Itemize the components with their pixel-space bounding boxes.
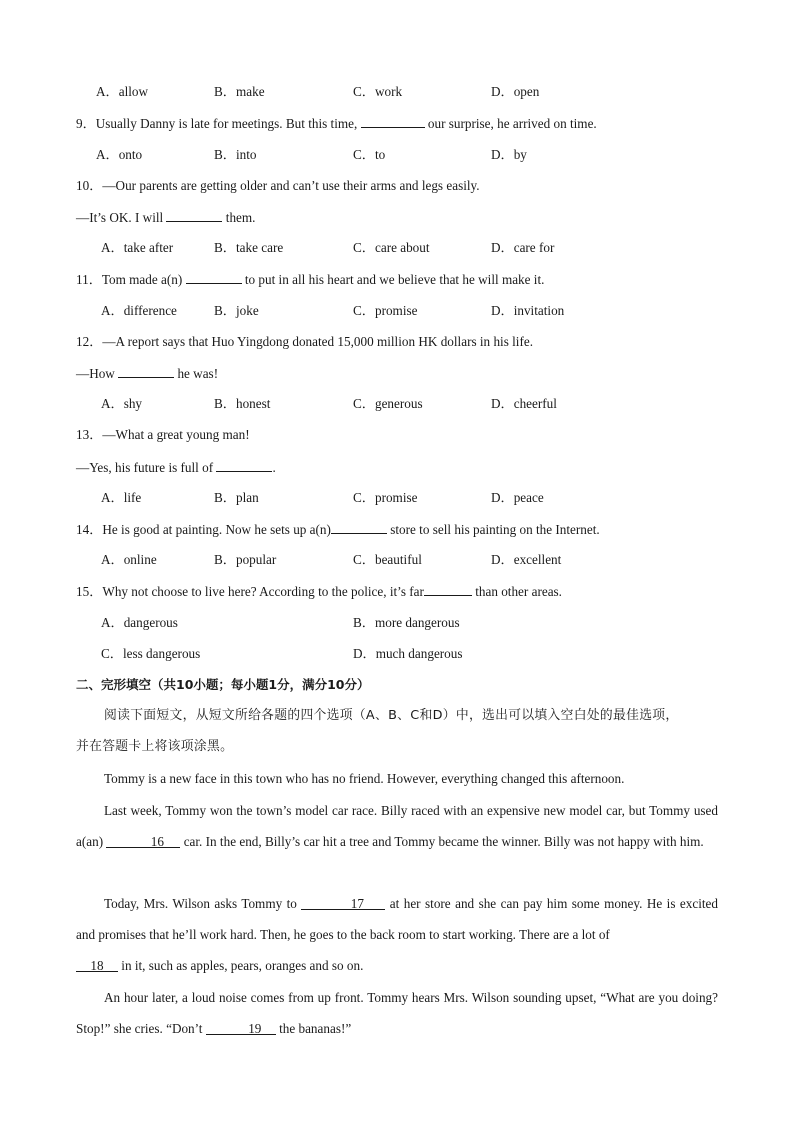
p3-text-a: Today, Mrs. Wilson asks Tommy to	[104, 896, 302, 911]
p2-text-b: car. In the end, Billy’s car hit a tree and Tommy became the winner. Billy was not happy with him.	[180, 834, 704, 849]
q11-stem-pre: 11．Tom made a(n)	[76, 272, 186, 287]
passage-paragraph-1: Tommy is a new face in this town who has no friend. However, everything changed this afternoon.	[104, 771, 625, 786]
q14-stem-pre: 14．He is good at painting. Now he sets up a(n)	[76, 522, 331, 537]
p2-text-a: Last week, Tommy won the town’s model car race. Billy raced with an expensive new model car, but Tommy used a(an)	[76, 803, 718, 849]
blank-16: 16	[106, 835, 180, 848]
q9-option-c: C．to	[353, 147, 386, 162]
q13-reply-post: .	[272, 460, 276, 475]
q13-reply-pre: —Yes, his future is full of	[76, 460, 217, 475]
q13-option-d: D．peace	[491, 490, 544, 505]
q12-option-b: B．honest	[214, 396, 271, 411]
passage-paragraph-2	[76, 795, 718, 857]
q15-blank	[424, 583, 472, 596]
q9-option-b: B．into	[214, 147, 257, 162]
q15-stem-pre: 15．Why not choose to live here? According to the police, it’s far	[76, 584, 424, 599]
question-11	[76, 271, 544, 288]
q10-reply	[76, 209, 255, 226]
q13-blank	[216, 459, 272, 472]
q14-stem-post: store to sell his painting on the Internet.	[386, 522, 600, 537]
q12-reply-post: he was!	[174, 366, 219, 381]
blank-18: 18	[76, 959, 118, 972]
q13-reply	[76, 459, 276, 476]
q10-blank	[166, 209, 222, 222]
q14-option-c: C．beautiful	[353, 552, 422, 567]
question-10: 10．—Our parents are getting older and can’t use their arms and legs easily.	[76, 178, 480, 193]
question-9	[76, 115, 597, 132]
q14-option-b: B．popular	[214, 552, 277, 567]
q8-option-b: B．make	[214, 84, 265, 99]
q11-blank	[186, 271, 242, 284]
q11-option-b: B．joke	[214, 303, 259, 318]
q11-option-a: A．difference	[101, 303, 177, 318]
q11-option-d: D．invitation	[491, 303, 565, 318]
q12-option-a: A．shy	[101, 396, 143, 411]
q12-reply-pre: —How	[76, 366, 119, 381]
question-14	[76, 521, 600, 538]
question-12: 12．—A report says that Huo Yingdong donated 15,000 million HK dollars in his life.	[76, 334, 534, 349]
q10-reply-post: them.	[222, 210, 256, 225]
q15-option-a: A．dangerous	[101, 615, 178, 630]
p3-text-c: in it, such as apples, pears, oranges and so on.	[118, 958, 364, 973]
q8-option-c: C．work	[353, 84, 403, 99]
p4-text-a: An hour later, a loud noise comes from up front. Tommy hears Mrs. Wilson sounding upset, “What are you doing? Stop!” she cries. “Don’t	[76, 990, 718, 1036]
q9-option-d: D．by	[491, 147, 527, 162]
section-instruction-line1: 阅读下面短文，从短文所给各题的四个选项（A、B、C和D）中，选出可以填入空白处的最佳选项，	[104, 708, 679, 723]
q10-option-d: D．care for	[491, 240, 555, 255]
q13-option-a: A．life	[101, 490, 142, 505]
q14-blank	[331, 521, 387, 534]
q8-option-a: A．allow	[96, 84, 149, 99]
passage-paragraph-3	[76, 888, 718, 981]
q14-option-d: D．excellent	[491, 552, 562, 567]
q15-stem-post: than other areas.	[471, 584, 562, 599]
blank-19: 19	[206, 1022, 276, 1035]
q15-option-b: B．more dangerous	[353, 615, 460, 630]
q10-option-a: A．take after	[101, 240, 174, 255]
q12-reply	[76, 365, 218, 382]
q14-option-a: A．online	[101, 552, 157, 567]
blank-17: 17	[301, 897, 385, 910]
q8-option-d: D．open	[491, 84, 540, 99]
q12-blank	[118, 365, 174, 378]
q15-option-c: C．less dangerous	[101, 646, 201, 661]
section-heading: 二、完形填空（共10小题；每小题1分，满分10分）	[76, 677, 370, 692]
p3-text-b: at her store and she can pay him some money. He is excited and promises that he’ll work hard. Then, he goes to the back room to start working. There are a lot of	[76, 896, 718, 942]
q12-option-d: D．cheerful	[491, 396, 557, 411]
passage-paragraph-4	[76, 982, 718, 1044]
q13-option-b: B．plan	[214, 490, 259, 505]
q13-option-c: C．promise	[353, 490, 418, 505]
q10-reply-pre: —It’s OK. I will	[76, 210, 167, 225]
q15-option-d: D．much dangerous	[353, 646, 463, 661]
section-instruction-line2: 并在答题卡上将该项涂黑。	[76, 739, 234, 754]
q11-option-c: C．promise	[353, 303, 418, 318]
q12-option-c: C．generous	[353, 396, 423, 411]
q11-stem-post: to put in all his heart and we believe that he will make it.	[241, 272, 545, 287]
p4-text-b: the bananas!”	[275, 1021, 352, 1036]
q10-option-c: C．care about	[353, 240, 430, 255]
question-15	[76, 583, 562, 600]
q9-stem-pre: 9．Usually Danny is late for meetings. But this time,	[76, 116, 361, 131]
q10-option-b: B．take care	[214, 240, 284, 255]
q9-option-a: A．onto	[96, 147, 143, 162]
question-13: 13．—What a great young man!	[76, 427, 250, 442]
q9-blank	[361, 115, 425, 128]
q9-stem-post: our surprise, he arrived on time.	[424, 116, 597, 131]
